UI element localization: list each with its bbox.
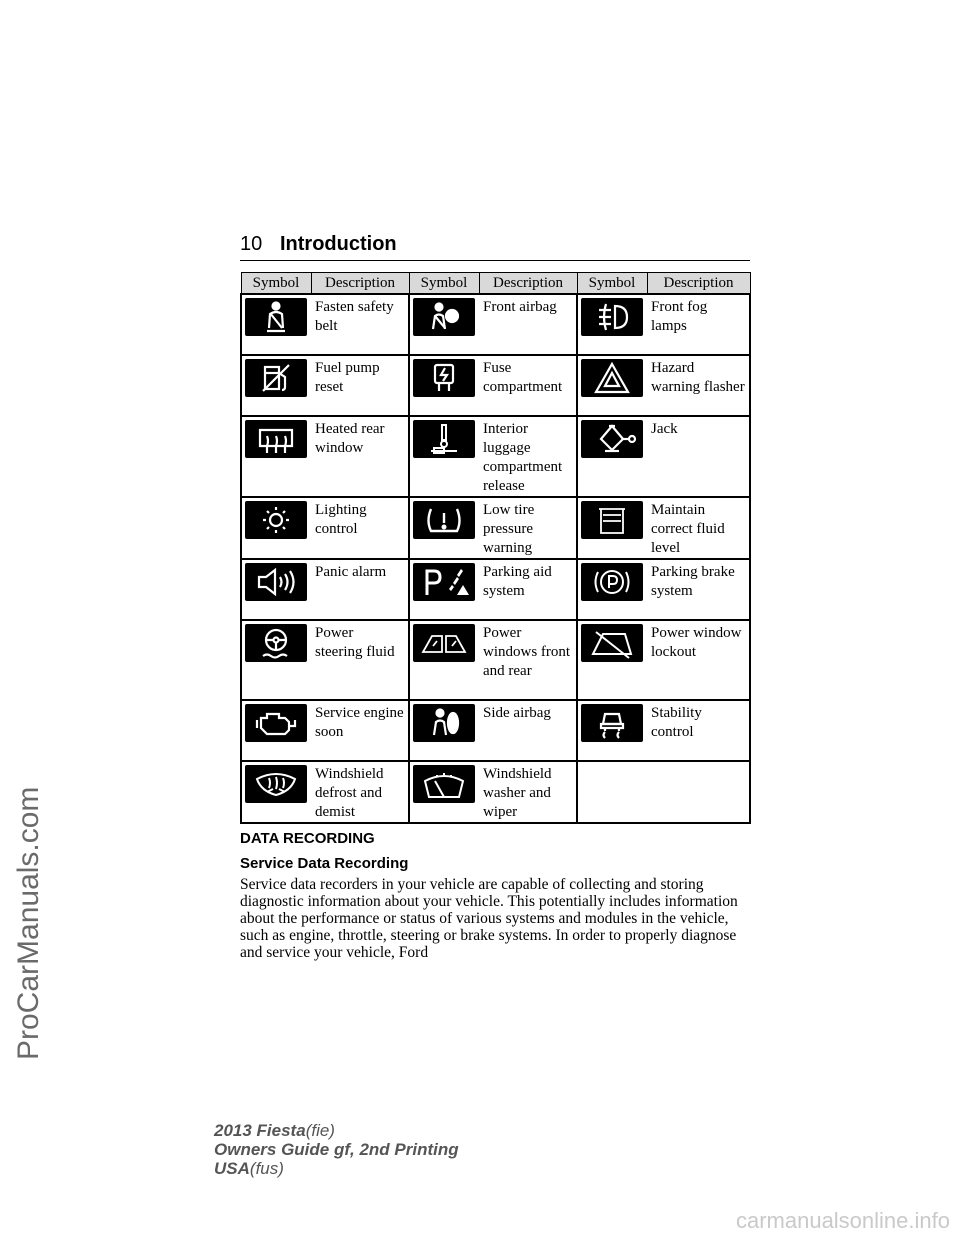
heated-rear-window-icon bbox=[245, 420, 307, 458]
symbol-description: Windshield washer and wiper bbox=[479, 761, 577, 823]
symbol-description: Fuse compartment bbox=[479, 355, 577, 416]
symbol-description: Low tire pressure warning bbox=[479, 497, 577, 559]
symbol-description: Panic alarm bbox=[311, 559, 409, 620]
symbol-description: Interior luggage compartment release bbox=[479, 416, 577, 497]
table-row bbox=[241, 355, 750, 416]
lighting-control-icon bbox=[245, 501, 307, 539]
symbol-description: Front fog lamps bbox=[647, 294, 750, 355]
front-fog-lamps-icon bbox=[581, 298, 643, 336]
symbol-description: Jack bbox=[647, 416, 750, 497]
column-header: Description bbox=[311, 273, 409, 295]
side-watermark: ProCarManuals.com bbox=[12, 786, 45, 1060]
symbol-description: Power steering fluid bbox=[311, 620, 409, 700]
symbol-description: Hazard warning flasher bbox=[647, 355, 750, 416]
table-row bbox=[241, 559, 750, 620]
symbol-description: Power window lockout bbox=[647, 620, 750, 700]
page-number: 10 bbox=[240, 233, 263, 255]
section-heading: DATA RECORDING bbox=[240, 830, 375, 847]
symbol-description: Stability control bbox=[647, 700, 750, 761]
luggage-release-icon bbox=[413, 420, 475, 458]
front-airbag-icon bbox=[413, 298, 475, 336]
column-header: Description bbox=[479, 273, 577, 295]
windshield-defrost-icon bbox=[245, 765, 307, 803]
symbol-description: Maintain correct fluid level bbox=[647, 497, 750, 559]
fluid-level-icon bbox=[581, 501, 643, 539]
bottom-watermark: carmanualsonline.info bbox=[735, 1208, 950, 1233]
symbol-description: Fuel pump reset bbox=[311, 355, 409, 416]
page-header bbox=[240, 232, 750, 261]
panic-alarm-icon bbox=[245, 563, 307, 601]
subsection-heading: Service Data Recording bbox=[240, 855, 409, 872]
tire-pressure-icon bbox=[413, 501, 475, 539]
symbol-description: Power windows front and rear bbox=[479, 620, 577, 700]
table-row bbox=[241, 761, 750, 823]
document-footer bbox=[214, 1121, 459, 1178]
table-row bbox=[241, 497, 750, 559]
footer-model-code: (fie) bbox=[305, 1121, 335, 1140]
fuse-icon bbox=[413, 359, 475, 397]
fuel-pump-reset-icon bbox=[245, 359, 307, 397]
empty-symbol-cell bbox=[577, 761, 647, 823]
data-recording-section bbox=[240, 830, 760, 961]
parking-brake-icon bbox=[581, 563, 643, 601]
footer-market-code: (fus) bbox=[249, 1159, 284, 1178]
seatbelt-icon bbox=[245, 298, 307, 336]
symbol-description: Heated rear window bbox=[311, 416, 409, 497]
body-paragraph: Service data recorders in your vehicle are capable of collecting and storing diagnostic information about your vehicle. This potentially includes information about the performance or status of various systems and modules in the vehicle, such as engine, throttle, steering or brake systems. In order to properly diagnose and service your vehicle, Ford bbox=[240, 876, 738, 961]
column-header: Symbol bbox=[241, 273, 311, 295]
stability-control-icon bbox=[581, 704, 643, 742]
parking-aid-icon bbox=[413, 563, 475, 601]
symbol-description: Parking brake system bbox=[647, 559, 750, 620]
empty-description-cell bbox=[647, 761, 750, 823]
table-row bbox=[241, 700, 750, 761]
symbol-description: Front airbag bbox=[479, 294, 577, 355]
footer-market: USA bbox=[214, 1159, 250, 1178]
check-engine-icon bbox=[245, 704, 307, 742]
symbol-description: Parking aid system bbox=[479, 559, 577, 620]
symbol-description: Lighting control bbox=[311, 497, 409, 559]
symbol-description: Windshield defrost and demist bbox=[311, 761, 409, 823]
hazard-icon bbox=[581, 359, 643, 397]
symbol-table bbox=[240, 272, 751, 824]
power-windows-icon bbox=[413, 624, 475, 662]
table-row bbox=[241, 294, 750, 355]
symbol-description: Fasten safety belt bbox=[311, 294, 409, 355]
column-header: Symbol bbox=[409, 273, 479, 295]
table-row bbox=[241, 620, 750, 700]
symbol-description: Side airbag bbox=[479, 700, 577, 761]
table-row bbox=[241, 416, 750, 497]
side-airbag-icon bbox=[413, 704, 475, 742]
window-lockout-icon bbox=[581, 624, 643, 662]
column-header: Description bbox=[647, 273, 750, 295]
column-header: Symbol bbox=[577, 273, 647, 295]
footer-guide: Owners Guide gf, 2nd Printing bbox=[214, 1140, 459, 1159]
footer-model: 2013 Fiesta bbox=[214, 1121, 306, 1140]
jack-icon bbox=[581, 420, 643, 458]
symbol-description: Service engine soon bbox=[311, 700, 409, 761]
table-header-row bbox=[241, 273, 750, 295]
washer-wiper-icon bbox=[413, 765, 475, 803]
power-steering-icon bbox=[245, 624, 307, 662]
section-title: Introduction bbox=[280, 233, 397, 255]
